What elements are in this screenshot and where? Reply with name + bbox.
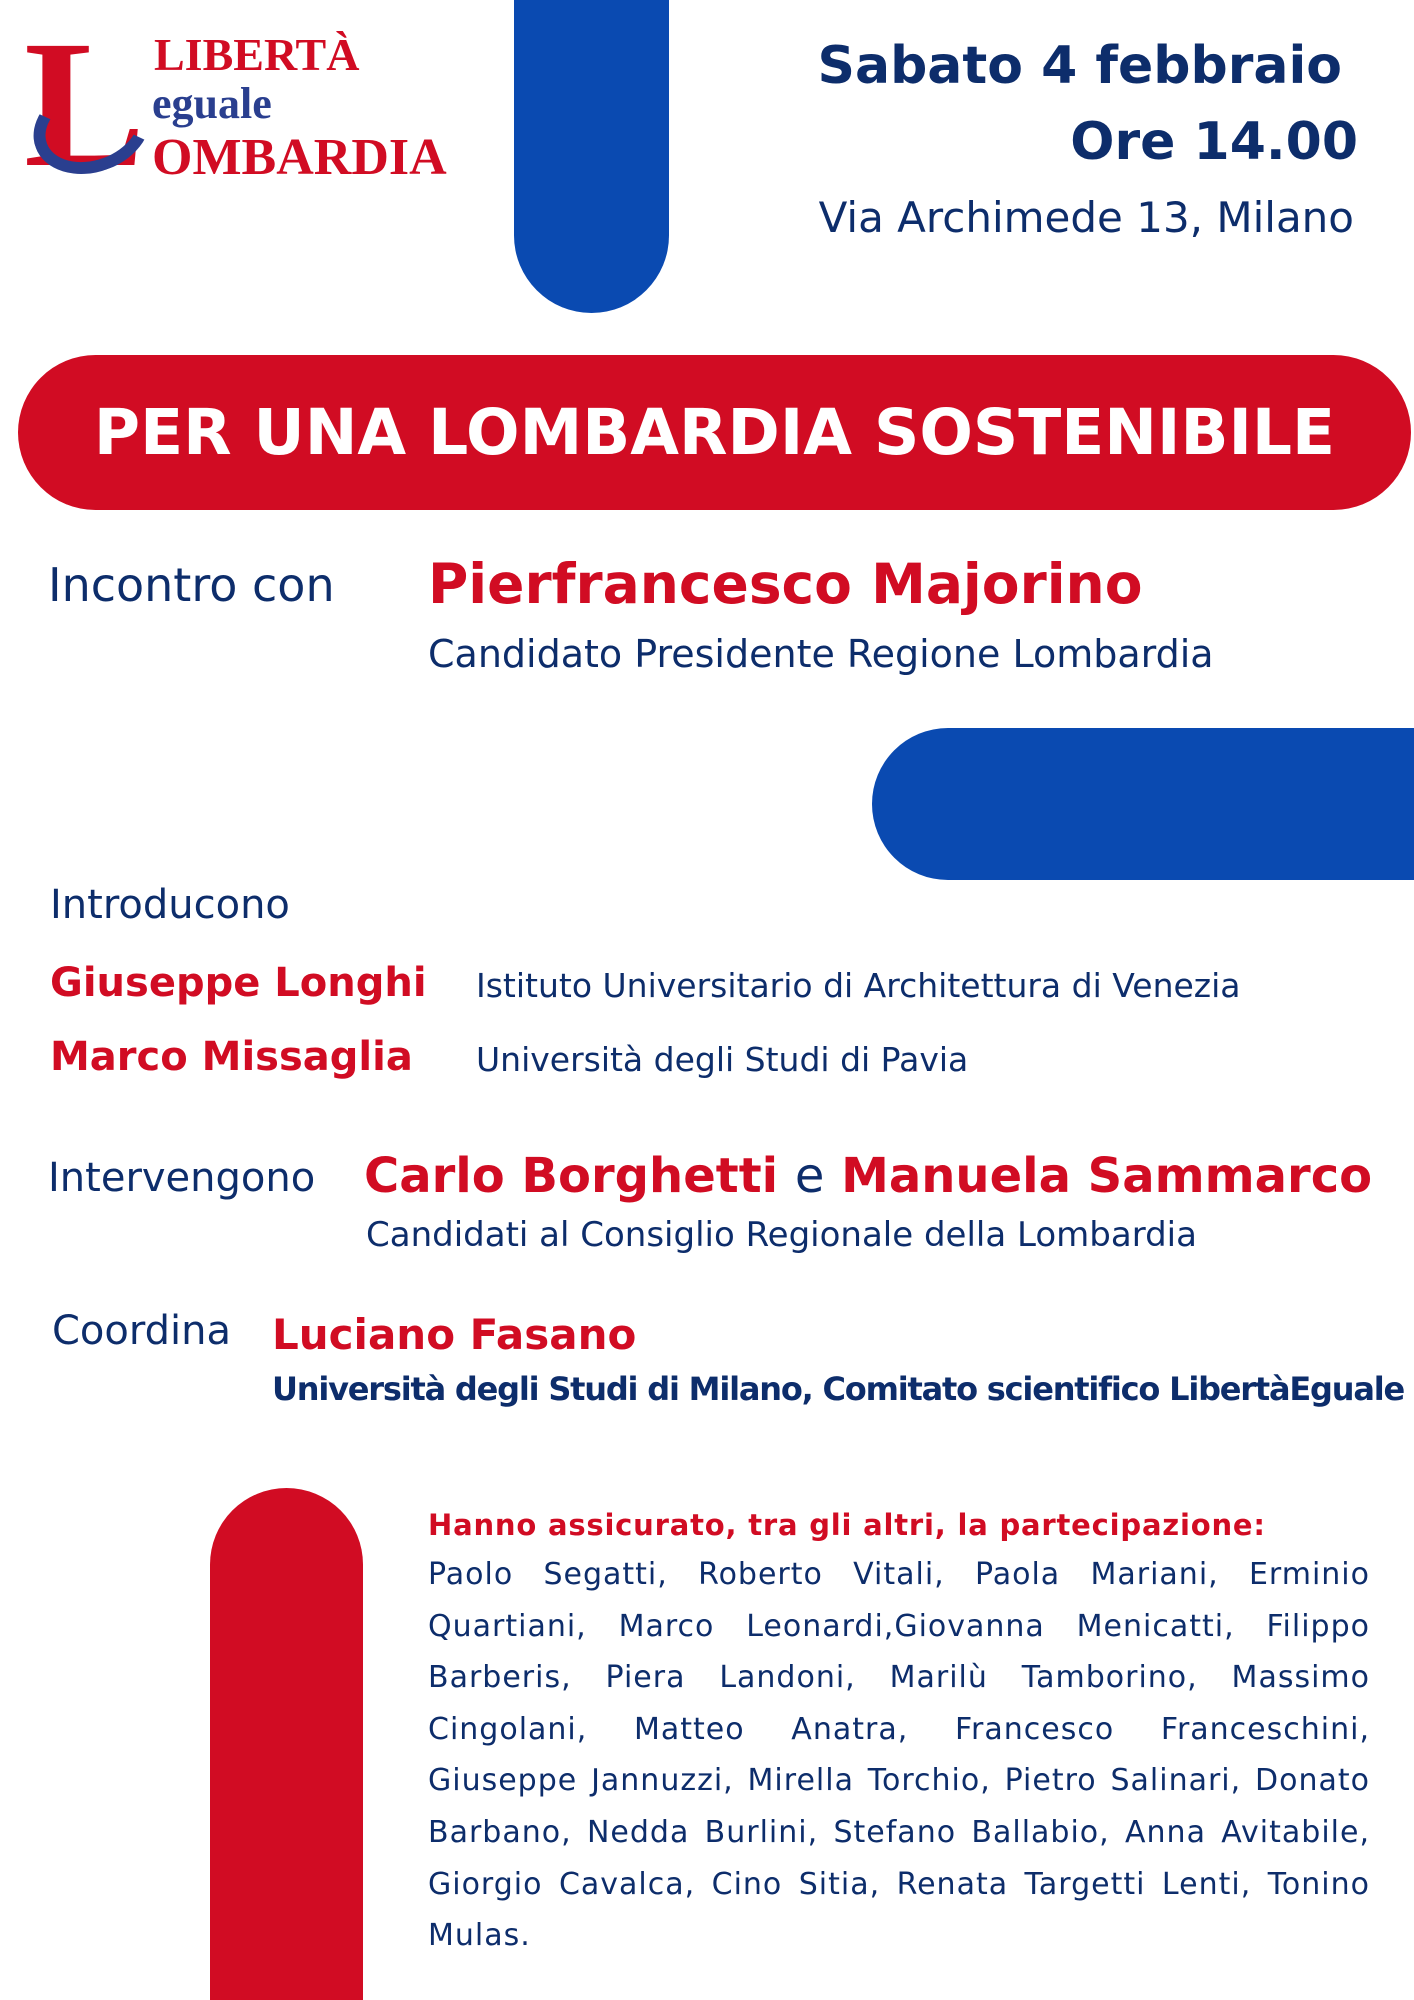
logo-big-letter: L bbox=[24, 4, 146, 205]
intro-speaker-affiliation: Istituto Universitario di Architettura di Venezia bbox=[476, 966, 1241, 1005]
decorative-blue-pill-top bbox=[514, 0, 669, 313]
intro-speaker-affiliation: Università degli Studi di Pavia bbox=[476, 1040, 969, 1079]
interventions-role: Candidati al Consiglio Regionale della Lombardia bbox=[366, 1215, 1197, 1255]
decorative-red-pill-bottom bbox=[210, 1488, 363, 2000]
coordinator-affiliation: Università degli Studi di Milano, Comitato scientifico LibertàEguale bbox=[272, 1370, 1404, 1408]
interventions-speakers bbox=[364, 1148, 1372, 1204]
logo-line-1: LIBERTÀ bbox=[154, 29, 360, 80]
guest-name: Pierfrancesco Majorino bbox=[428, 552, 1143, 616]
interventions-label: Intervengono bbox=[48, 1155, 316, 1201]
event-place: Via Archimede 13, Milano bbox=[818, 193, 1354, 242]
decorative-blue-pill-right bbox=[872, 728, 1414, 880]
coordinator-name: Luciano Fasano bbox=[272, 1310, 637, 1359]
intervention-speaker-name: Carlo Borghetti bbox=[364, 1148, 779, 1204]
event-date: Sabato 4 febbraio bbox=[817, 36, 1342, 96]
intro-speaker-name: Marco Missaglia bbox=[50, 1034, 413, 1080]
logo-line-2: eguale bbox=[152, 79, 272, 128]
title-banner bbox=[18, 355, 1411, 510]
participants-section bbox=[428, 1505, 1370, 1962]
logo-line-3: OMBARDIA bbox=[152, 129, 447, 186]
event-title: PER UNA LOMBARDIA SOSTENIBILE bbox=[93, 396, 1336, 469]
participants-list: Paolo Segatti, Roberto Vitali, Paola Mariani, Erminio Quartiani, Marco Leonardi,Giovanna Menicatti, Filippo Barberis, Piera Landoni, Marilù Tamborino, Massimo Cingolani, Matteo Anatra, Francesco Franceschini, Giuseppe Jannuzzi, Mirella Torchio, Pietro Salinari, Donato Barbano, Nedda Burlini, Stefano Ballabio, Anna Avitabile, Giorgio Cavalca, Cino Sitia, Renata Targetti Lenti, Tonino Mulas. bbox=[428, 1557, 1370, 1954]
guest-label: Incontro con bbox=[48, 558, 335, 612]
liberta-eguale-lombardia-logo bbox=[24, 4, 484, 205]
guest-role: Candidato Presidente Regione Lombardia bbox=[428, 632, 1214, 676]
coordinator-label: Coordina bbox=[52, 1308, 231, 1354]
intro-speaker-name: Giuseppe Longhi bbox=[50, 960, 427, 1006]
introduction-label: Introducono bbox=[50, 882, 290, 928]
conjunction: e bbox=[794, 1148, 825, 1204]
participants-title: Hanno assicurato, tra gli altri, la partecipazione: bbox=[428, 1508, 1266, 1542]
intervention-speaker-name: Manuela Sammarco bbox=[841, 1148, 1373, 1204]
event-time: Ore 14.00 bbox=[1070, 112, 1358, 172]
